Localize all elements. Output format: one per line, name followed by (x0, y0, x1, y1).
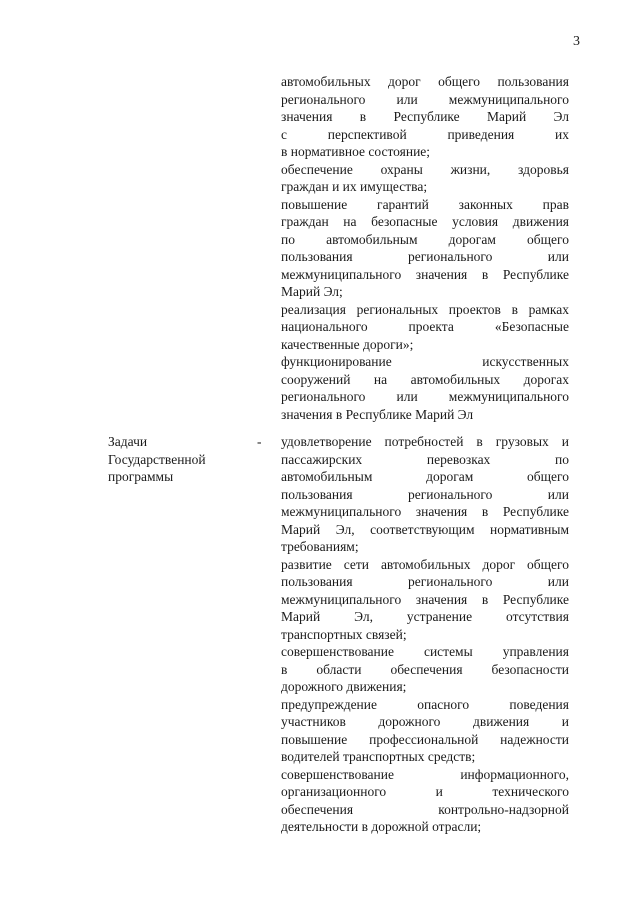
text-line: пользования регионального или (281, 249, 569, 264)
task-paragraph (281, 433, 569, 556)
text-line: повышение гарантий законных прав (281, 196, 569, 212)
text-line: в нормативное состояние; (281, 144, 431, 159)
text-line: по автомобильным дорогам общего (281, 231, 569, 247)
text-line: организационного и технического (281, 784, 569, 799)
text-line: автомобильным дорогам общего (281, 469, 569, 484)
text-line: развитие сети автомобильных дорог общего (281, 556, 569, 572)
page-number: 3 (573, 34, 580, 49)
task-paragraph (281, 556, 569, 644)
text-line: деятельности в дорожной отрасли; (281, 819, 482, 834)
text-line: Марий Эл, устранение отсутствия (281, 609, 569, 624)
text-line: граждан на безопасные условия движения (281, 214, 569, 229)
task-paragraph (281, 643, 569, 696)
text-line: значения в Республике Марий Эл (281, 109, 569, 124)
text-line: национального проекта «Безопасные (281, 319, 569, 334)
text-line: регионального или межмуниципального (281, 389, 569, 404)
text-line: транспортных связей; (281, 626, 407, 642)
text-line: автомобильных дорог общего пользования (281, 74, 569, 89)
text-line: с перспективой приведения их (281, 126, 569, 142)
text-line: реализация региональных проектов в рамках (281, 301, 569, 317)
text-line: Марий Эл; (281, 284, 343, 299)
text-line: водителей транспортных средств; (281, 749, 476, 764)
goal-paragraph (281, 353, 569, 423)
text-line: совершенствование системы управления (281, 644, 569, 659)
text-line: требованиям; (281, 539, 359, 554)
text-line: обеспечение охраны жизни, здоровья (281, 161, 569, 177)
tasks-label-line: Государственной (108, 451, 206, 467)
text-line: пользования регионального или (281, 486, 569, 502)
task-paragraph (281, 766, 569, 836)
text-line: значения в Республике Марий Эл (281, 406, 474, 422)
text-line: функционирование искусственных (281, 354, 569, 369)
text-line: повышение профессиональной надежности (281, 731, 569, 747)
text-line: межмуниципального значения в Республике (281, 266, 569, 282)
text-line: совершенствование информационного, (281, 766, 569, 782)
text-line: межмуниципального значения в Республике (281, 591, 569, 607)
text-line: удовлетворение потребностей в грузовых и (281, 434, 569, 449)
text-line: пользования регионального или (281, 574, 569, 589)
goals-continuation-text (281, 73, 569, 423)
text-line: предупреждение опасного поведения (281, 696, 569, 712)
tasks-label-line: программы (108, 469, 174, 484)
text-line: качественные дороги»; (281, 336, 414, 352)
text-line: сооружений на автомобильных дорогах (281, 371, 569, 387)
goal-paragraph (281, 301, 569, 354)
tasks-text (281, 433, 569, 836)
text-line: в области обеспечения безопасности (281, 661, 569, 677)
text-line: регионального или межмуниципального (281, 91, 569, 107)
text-line: дорожного движения; (281, 679, 407, 694)
tasks-dash: - (257, 434, 262, 449)
text-line: граждан и их имущества; (281, 179, 428, 194)
text-line: Марий Эл, соответствующим нормативным (281, 521, 569, 537)
goal-paragraph (281, 196, 569, 301)
text-line: межмуниципального значения в Республике (281, 504, 569, 519)
goal-paragraph (281, 73, 569, 161)
text-line: пассажирских перевозках по (281, 451, 569, 467)
tasks-label (108, 433, 248, 486)
text-line: обеспечения контрольно-надзорной (281, 801, 569, 817)
task-paragraph (281, 696, 569, 766)
tasks-label-line: Задачи (108, 434, 148, 449)
goal-paragraph (281, 161, 569, 196)
text-line: участников дорожного движения и (281, 714, 569, 729)
